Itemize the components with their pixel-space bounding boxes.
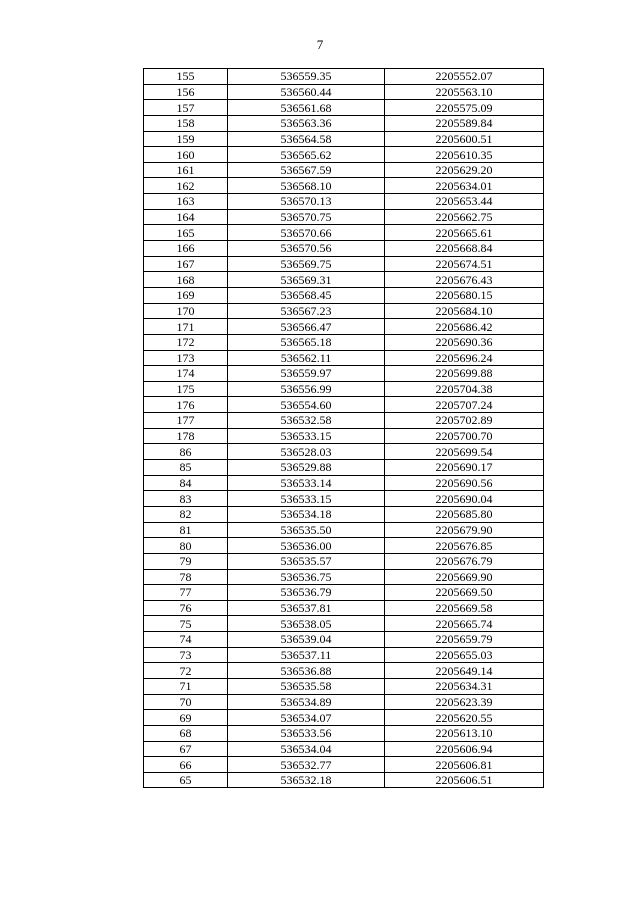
y-coordinate-cell: 2205684.10 <box>385 303 544 319</box>
point-number-cell: 157 <box>144 100 228 116</box>
point-number-cell: 160 <box>144 147 228 163</box>
point-number-cell: 79 <box>144 553 228 569</box>
x-coordinate-cell: 536533.15 <box>228 428 385 444</box>
x-coordinate-cell: 536534.89 <box>228 694 385 710</box>
y-coordinate-cell: 2205685.80 <box>385 506 544 522</box>
x-coordinate-cell: 536529.88 <box>228 460 385 476</box>
y-coordinate-cell: 2205669.58 <box>385 600 544 616</box>
x-coordinate-cell: 536565.18 <box>228 334 385 350</box>
point-number-cell: 176 <box>144 397 228 413</box>
table-row <box>144 741 544 757</box>
point-number-cell: 66 <box>144 757 228 773</box>
x-coordinate-cell: 536538.05 <box>228 616 385 632</box>
y-coordinate-cell: 2205610.35 <box>385 147 544 163</box>
table-row <box>144 663 544 679</box>
table-row <box>144 522 544 538</box>
y-coordinate-cell: 2205690.56 <box>385 475 544 491</box>
x-coordinate-cell: 536567.23 <box>228 303 385 319</box>
table-row <box>144 757 544 773</box>
y-coordinate-cell: 2205686.42 <box>385 319 544 335</box>
table-row <box>144 147 544 163</box>
table-row <box>144 84 544 100</box>
x-coordinate-cell: 536560.44 <box>228 84 385 100</box>
table-row <box>144 397 544 413</box>
point-number-cell: 76 <box>144 600 228 616</box>
y-coordinate-cell: 2205690.04 <box>385 491 544 507</box>
x-coordinate-cell: 536562.11 <box>228 350 385 366</box>
point-number-cell: 85 <box>144 460 228 476</box>
point-number-cell: 156 <box>144 84 228 100</box>
x-coordinate-cell: 536554.60 <box>228 397 385 413</box>
table-row <box>144 428 544 444</box>
table-row <box>144 303 544 319</box>
x-coordinate-cell: 536534.18 <box>228 506 385 522</box>
x-coordinate-cell: 536564.58 <box>228 131 385 147</box>
x-coordinate-cell: 536537.81 <box>228 600 385 616</box>
y-coordinate-cell: 2205589.84 <box>385 115 544 131</box>
y-coordinate-cell: 2205563.10 <box>385 84 544 100</box>
y-coordinate-cell: 2205655.03 <box>385 647 544 663</box>
x-coordinate-cell: 536561.68 <box>228 100 385 116</box>
table-row <box>144 460 544 476</box>
x-coordinate-cell: 536570.56 <box>228 241 385 257</box>
x-coordinate-cell: 536567.59 <box>228 162 385 178</box>
point-number-cell: 73 <box>144 647 228 663</box>
point-number-cell: 178 <box>144 428 228 444</box>
point-number-cell: 159 <box>144 131 228 147</box>
page-number: 7 <box>316 37 324 52</box>
table-row <box>144 194 544 210</box>
table-row <box>144 585 544 601</box>
table-row <box>144 272 544 288</box>
table-row <box>144 491 544 507</box>
point-number-cell: 83 <box>144 491 228 507</box>
x-coordinate-cell: 536570.75 <box>228 209 385 225</box>
x-coordinate-cell: 536556.99 <box>228 381 385 397</box>
point-number-cell: 65 <box>144 772 228 788</box>
y-coordinate-cell: 2205552.07 <box>385 69 544 85</box>
x-coordinate-cell: 536536.75 <box>228 569 385 585</box>
y-coordinate-cell: 2205653.44 <box>385 194 544 210</box>
table-row <box>144 538 544 554</box>
x-coordinate-cell: 536533.14 <box>228 475 385 491</box>
x-coordinate-cell: 536535.57 <box>228 553 385 569</box>
point-number-cell: 169 <box>144 287 228 303</box>
x-coordinate-cell: 536535.58 <box>228 678 385 694</box>
x-coordinate-cell: 536534.07 <box>228 710 385 726</box>
y-coordinate-cell: 2205700.70 <box>385 428 544 444</box>
x-coordinate-cell: 536537.11 <box>228 647 385 663</box>
y-coordinate-cell: 2205634.31 <box>385 678 544 694</box>
table-row <box>144 506 544 522</box>
y-coordinate-cell: 2205575.09 <box>385 100 544 116</box>
table-row <box>144 178 544 194</box>
table-row <box>144 553 544 569</box>
point-number-cell: 86 <box>144 444 228 460</box>
table-row <box>144 100 544 116</box>
table-row <box>144 475 544 491</box>
y-coordinate-cell: 2205674.51 <box>385 256 544 272</box>
y-coordinate-cell: 2205707.24 <box>385 397 544 413</box>
y-coordinate-cell: 2205606.51 <box>385 772 544 788</box>
table-row <box>144 632 544 648</box>
y-coordinate-cell: 2205606.94 <box>385 741 544 757</box>
point-number-cell: 75 <box>144 616 228 632</box>
y-coordinate-cell: 2205696.24 <box>385 350 544 366</box>
y-coordinate-cell: 2205680.15 <box>385 287 544 303</box>
point-number-cell: 69 <box>144 710 228 726</box>
point-number-cell: 82 <box>144 506 228 522</box>
y-coordinate-cell: 2205676.79 <box>385 553 544 569</box>
table-row <box>144 162 544 178</box>
y-coordinate-cell: 2205629.20 <box>385 162 544 178</box>
table-row <box>144 772 544 788</box>
y-coordinate-cell: 2205669.90 <box>385 569 544 585</box>
point-number-cell: 80 <box>144 538 228 554</box>
table-row <box>144 616 544 632</box>
x-coordinate-cell: 536534.04 <box>228 741 385 757</box>
point-number-cell: 155 <box>144 69 228 85</box>
point-number-cell: 161 <box>144 162 228 178</box>
table-row <box>144 600 544 616</box>
table-row <box>144 209 544 225</box>
point-number-cell: 70 <box>144 694 228 710</box>
x-coordinate-cell: 536532.77 <box>228 757 385 773</box>
x-coordinate-cell: 536566.47 <box>228 319 385 335</box>
table-row <box>144 381 544 397</box>
table-row <box>144 366 544 382</box>
y-coordinate-cell: 2205704.38 <box>385 381 544 397</box>
y-coordinate-cell: 2205659.79 <box>385 632 544 648</box>
table-row <box>144 725 544 741</box>
table-row <box>144 647 544 663</box>
y-coordinate-cell: 2205600.51 <box>385 131 544 147</box>
x-coordinate-cell: 536570.66 <box>228 225 385 241</box>
y-coordinate-cell: 2205623.39 <box>385 694 544 710</box>
point-number-cell: 170 <box>144 303 228 319</box>
point-number-cell: 81 <box>144 522 228 538</box>
table-row <box>144 444 544 460</box>
table-row <box>144 350 544 366</box>
table-row <box>144 287 544 303</box>
point-number-cell: 77 <box>144 585 228 601</box>
table-row <box>144 131 544 147</box>
point-number-cell: 78 <box>144 569 228 585</box>
y-coordinate-cell: 2205620.55 <box>385 710 544 726</box>
y-coordinate-cell: 2205606.81 <box>385 757 544 773</box>
y-coordinate-cell: 2205649.14 <box>385 663 544 679</box>
x-coordinate-cell: 536569.31 <box>228 272 385 288</box>
y-coordinate-cell: 2205679.90 <box>385 522 544 538</box>
point-number-cell: 177 <box>144 413 228 429</box>
point-number-cell: 71 <box>144 678 228 694</box>
point-number-cell: 72 <box>144 663 228 679</box>
x-coordinate-cell: 536563.36 <box>228 115 385 131</box>
point-number-cell: 168 <box>144 272 228 288</box>
x-coordinate-cell: 536533.56 <box>228 725 385 741</box>
y-coordinate-cell: 2205699.54 <box>385 444 544 460</box>
point-number-cell: 174 <box>144 366 228 382</box>
point-number-cell: 173 <box>144 350 228 366</box>
y-coordinate-cell: 2205665.74 <box>385 616 544 632</box>
x-coordinate-cell: 536565.62 <box>228 147 385 163</box>
table-row <box>144 710 544 726</box>
point-number-cell: 164 <box>144 209 228 225</box>
x-coordinate-cell: 536532.18 <box>228 772 385 788</box>
table-row <box>144 569 544 585</box>
x-coordinate-cell: 536532.58 <box>228 413 385 429</box>
coordinates-table-body <box>144 69 544 788</box>
point-number-cell: 67 <box>144 741 228 757</box>
y-coordinate-cell: 2205634.01 <box>385 178 544 194</box>
table-row <box>144 256 544 272</box>
table-row <box>144 413 544 429</box>
y-coordinate-cell: 2205676.43 <box>385 272 544 288</box>
coordinates-table <box>143 68 544 788</box>
table-row <box>144 241 544 257</box>
table-row <box>144 319 544 335</box>
y-coordinate-cell: 2205699.88 <box>385 366 544 382</box>
x-coordinate-cell: 536536.79 <box>228 585 385 601</box>
table-row <box>144 678 544 694</box>
x-coordinate-cell: 536568.10 <box>228 178 385 194</box>
y-coordinate-cell: 2205662.75 <box>385 209 544 225</box>
x-coordinate-cell: 536559.97 <box>228 366 385 382</box>
x-coordinate-cell: 536536.00 <box>228 538 385 554</box>
x-coordinate-cell: 536570.13 <box>228 194 385 210</box>
y-coordinate-cell: 2205690.17 <box>385 460 544 476</box>
point-number-cell: 165 <box>144 225 228 241</box>
table-row <box>144 69 544 85</box>
point-number-cell: 74 <box>144 632 228 648</box>
x-coordinate-cell: 536533.15 <box>228 491 385 507</box>
point-number-cell: 175 <box>144 381 228 397</box>
point-number-cell: 163 <box>144 194 228 210</box>
y-coordinate-cell: 2205690.36 <box>385 334 544 350</box>
table-row <box>144 334 544 350</box>
x-coordinate-cell: 536569.75 <box>228 256 385 272</box>
y-coordinate-cell: 2205702.89 <box>385 413 544 429</box>
table-row <box>144 115 544 131</box>
point-number-cell: 68 <box>144 725 228 741</box>
x-coordinate-cell: 536568.45 <box>228 287 385 303</box>
x-coordinate-cell: 536535.50 <box>228 522 385 538</box>
table-row <box>144 225 544 241</box>
y-coordinate-cell: 2205665.61 <box>385 225 544 241</box>
x-coordinate-cell: 536528.03 <box>228 444 385 460</box>
table-row <box>144 694 544 710</box>
point-number-cell: 158 <box>144 115 228 131</box>
point-number-cell: 84 <box>144 475 228 491</box>
y-coordinate-cell: 2205668.84 <box>385 241 544 257</box>
y-coordinate-cell: 2205613.10 <box>385 725 544 741</box>
y-coordinate-cell: 2205676.85 <box>385 538 544 554</box>
x-coordinate-cell: 536536.88 <box>228 663 385 679</box>
y-coordinate-cell: 2205669.50 <box>385 585 544 601</box>
x-coordinate-cell: 536539.04 <box>228 632 385 648</box>
point-number-cell: 167 <box>144 256 228 272</box>
point-number-cell: 166 <box>144 241 228 257</box>
point-number-cell: 172 <box>144 334 228 350</box>
x-coordinate-cell: 536559.35 <box>228 69 385 85</box>
point-number-cell: 171 <box>144 319 228 335</box>
point-number-cell: 162 <box>144 178 228 194</box>
